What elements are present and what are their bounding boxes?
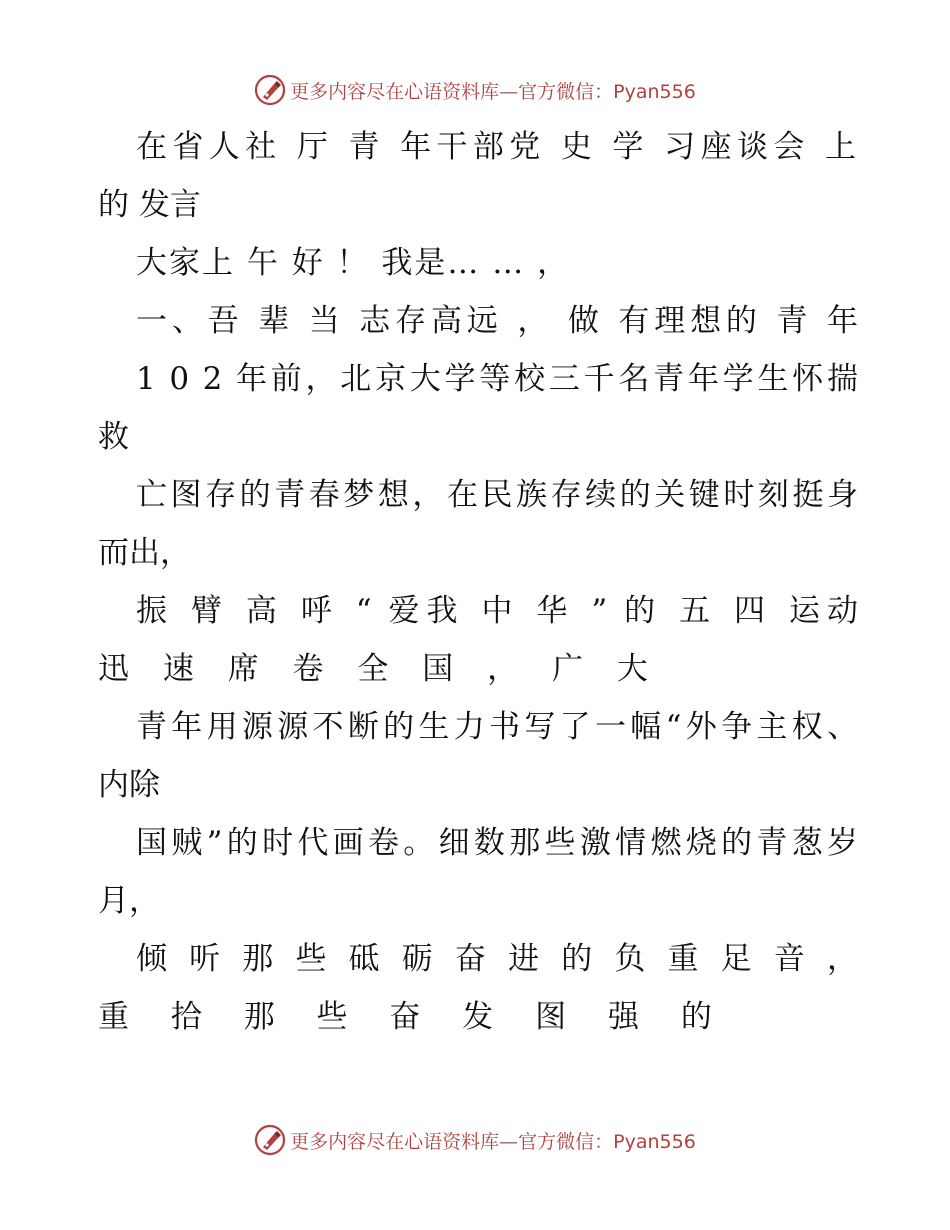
watermark-separator: — [499,1130,519,1153]
paragraph-line: 倾 听 那 些 砥 砺 奋 进 的 负 重 足 音 ， [136,941,858,977]
paragraph-line: 1 0 2 年前，北京大学等校三千名青年学生怀揣 [136,361,858,397]
paragraph-line: 振 臂 高 呼 “ 爱我 中 华 ” 的 五 四 运动 [136,593,858,629]
watermark-wechat: 官方微信：Pyan556 [518,80,696,103]
paragraph-line: 重 拾 那 些 奋 发 图 强 的 [98,999,728,1035]
pen-logo-icon [254,1124,286,1156]
title-line-1: 在省人社 厅 青 年干部党 史 学 习座谈会 上 [136,129,858,165]
paragraph-line: 迅 速 席 卷 全 国 ， 广 大 [98,651,660,687]
paragraph-line: 月， [98,883,160,919]
title-line-2: 的 发言 [98,187,201,223]
paragraph-line: 而出， [98,535,191,571]
watermark-text [290,1127,696,1154]
header-watermark [0,70,950,110]
watermark-text [290,77,696,104]
watermark-separator: — [499,80,519,103]
pen-logo-icon [254,74,286,106]
watermark-wechat: 官方微信：Pyan556 [518,1130,696,1153]
paragraph-line: 救 [98,419,129,455]
paragraph-line: 内除 [98,767,160,803]
paragraph-line: 国贼”的时代画卷。细数那些激情燃烧的青葱岁 [136,825,858,861]
paragraph-line: 亡图存的青春梦想，在民族存续的关键时刻挺身 [136,477,858,513]
watermark-main: 更多内容尽在心语资料库 [290,1130,500,1153]
footer-watermark [0,1120,950,1160]
greeting-line: 大家上 午 好 ！ 我是… … ， [136,245,571,281]
section-heading-1: 一、吾 辈 当 志存高远 ， 做 有理想的 青 年 [136,303,858,339]
document-body [98,118,858,1046]
paragraph-line: 青年用源源不断的生力书写了一幅“外争主权、 [136,709,858,745]
watermark-main: 更多内容尽在心语资料库 [290,80,500,103]
